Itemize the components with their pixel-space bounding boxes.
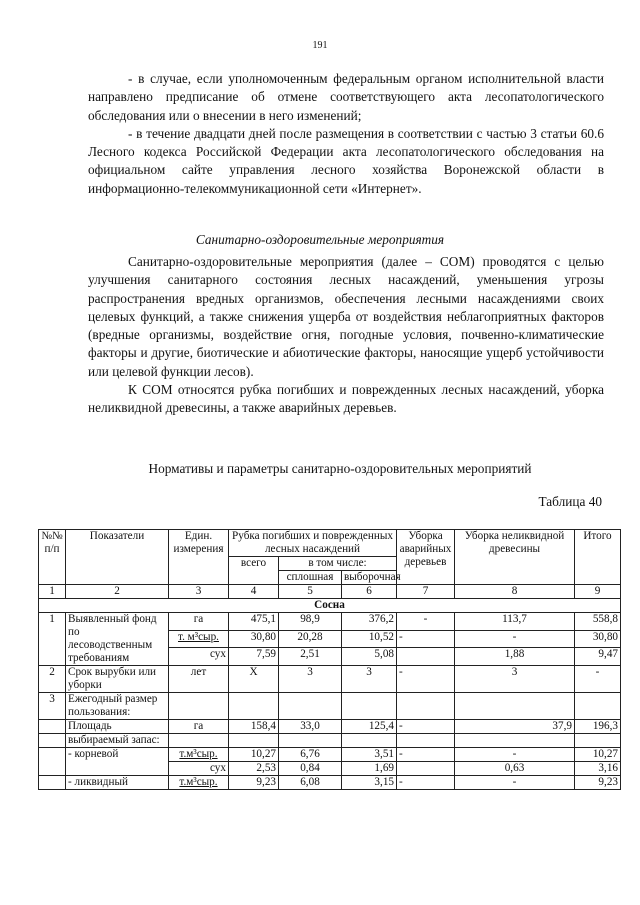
table-row [39, 666, 621, 693]
cell-value: 558,8 [575, 613, 621, 631]
row-indicator: выбираемый запас: [66, 734, 169, 748]
cell-value: - [455, 776, 575, 790]
cell-value: 3 [455, 666, 575, 693]
cell-value: 9,47 [575, 648, 621, 666]
cell-value: - [397, 720, 455, 734]
row-indicator: - ликвидный [66, 776, 169, 790]
cell-value: - [397, 748, 455, 762]
cell-value: 9,23 [575, 776, 621, 790]
row-number: 1 [39, 613, 66, 666]
cell-value: 10,27 [575, 748, 621, 762]
column-numbers-row [39, 585, 621, 599]
intro-paragraphs [88, 70, 604, 198]
cell-unit: сух [169, 648, 229, 666]
table-row [39, 720, 621, 734]
cell-value: 1,88 [455, 648, 575, 666]
cell-value: - [575, 666, 621, 693]
cell-value: 3 [342, 666, 397, 693]
col-num: 7 [397, 585, 455, 599]
cell-value: 20,28 [279, 630, 342, 648]
cell-unit: т.м³сыр. [169, 776, 229, 790]
section-heading: Санитарно-оздоровительные мероприятия [195, 232, 445, 247]
table-title: Нормативы и параметры санитарно-оздоровительных мероприятий [148, 461, 532, 476]
cell-unit: га [169, 613, 229, 631]
header-total: Итого [575, 530, 621, 585]
col-num: 9 [575, 585, 621, 599]
cell-unit: т.м³сыр. [169, 748, 229, 762]
cell-value: 7,59 [229, 648, 279, 666]
row-indicator: - корневой [66, 748, 169, 776]
col-num: 5 [279, 585, 342, 599]
col-num: 6 [342, 585, 397, 599]
cell-value: 10,27 [229, 748, 279, 762]
cell-value: 3,15 [342, 776, 397, 790]
paragraph: - в случае, если уполномоченным федеральным органом исполнительной власти направлено предписание об отмене соответствующего акта лесопатологического обследования или о внесении в него изменений; [88, 71, 604, 123]
cell-value: 113,7 [455, 613, 575, 631]
cell-value: 9,23 [229, 776, 279, 790]
cell-value: 6,08 [279, 776, 342, 790]
col-num: 8 [455, 585, 575, 599]
cell-value [397, 648, 455, 666]
table-row [39, 776, 621, 790]
col-num: 2 [66, 585, 169, 599]
som-paragraphs [88, 253, 604, 418]
header-illiquid: Уборка неликвидной древесины [455, 530, 575, 585]
cell-value: - [455, 630, 575, 648]
row-number: 3 [39, 693, 66, 720]
norms-table [38, 529, 621, 790]
header-unit: Един. измерения [169, 530, 229, 585]
col-num: 3 [169, 585, 229, 599]
header-indicator: Показатели [66, 530, 169, 585]
paragraph: - в течение двадцати дней после размещения в соответствии с частью 3 статьи 60.6 Лесного кодекса Российской Федерации акта лесопатологического обследования на официальном сайте управления лесного хозяйства Воронежской области в информационно-телекоммуникационной сети «Интернет». [88, 125, 604, 196]
header-emergency: Уборка аварийных деревьев [397, 530, 455, 585]
row-indicator: Площадь [66, 720, 169, 734]
paragraph: К СОМ относятся рубка погибших и поврежденных лесных насаждений, уборка неликвидной древесины, а также аварийных деревьев. [88, 382, 604, 416]
header-cut-total: всего [229, 557, 279, 585]
table-row [39, 734, 621, 748]
table-label: Таблица 40 [538, 494, 602, 509]
cell-unit: га [169, 720, 229, 734]
cell-value: 30,80 [575, 630, 621, 648]
cell-value: 3 [279, 666, 342, 693]
cell-value: 475,1 [229, 613, 279, 631]
row-indicator: Выявленный фонд по лесоводственным требованиям [66, 613, 169, 666]
table-row [39, 693, 621, 720]
cell-value: - [397, 666, 455, 693]
cell-unit: лет [169, 666, 229, 693]
cell-value: 125,4 [342, 720, 397, 734]
section-pine: Сосна [39, 599, 621, 613]
col-num: 4 [229, 585, 279, 599]
cell-value: - [397, 776, 455, 790]
cell-value: 2,53 [229, 762, 279, 776]
cell-value [397, 762, 455, 776]
header-selective: выборочная [342, 571, 397, 585]
paragraph: Санитарно-оздоровительные мероприятия (далее – СОМ) проводятся с целью улучшения санитарного состояния лесных насаждений, уменьшения угрозы распространения вредных организмов, обеспечения лесными насаждениями своих целевых функций, а также снижения ущерба от воздействия неблагоприятных факторов (вредные организмы, воздействие огня, погодные условия, почвенно-климатические факторы и другие, биотические и абиотические факторы, наносящие ущерб устойчивости или целевой функции лесов). [88, 254, 604, 379]
header-cutting: Рубка погибших и поврежденных лесных насаждений [229, 530, 397, 557]
cell-value: 5,08 [342, 648, 397, 666]
cell-value: 196,3 [575, 720, 621, 734]
cell-value: 10,52 [342, 630, 397, 648]
page-number: 191 [312, 40, 328, 51]
cell-value: 98,9 [279, 613, 342, 631]
row-number: 2 [39, 666, 66, 693]
cell-unit: т. м³сыр. [169, 630, 229, 648]
cell-value: 0,84 [279, 762, 342, 776]
cell-value: 30,80 [229, 630, 279, 648]
cell-value: - [397, 630, 455, 648]
cell-value: - [455, 748, 575, 762]
header-num: №№ п/п [39, 530, 66, 585]
table-row [39, 748, 621, 762]
cell-value: 1,69 [342, 762, 397, 776]
cell-value: 2,51 [279, 648, 342, 666]
row-indicator: Ежегодный размер пользования: [66, 693, 169, 720]
cell-value: 0,63 [455, 762, 575, 776]
cell-value: 158,4 [229, 720, 279, 734]
table-row [39, 613, 621, 631]
cell-value: 3,51 [342, 748, 397, 762]
cell-value: - [397, 613, 455, 631]
col-num: 1 [39, 585, 66, 599]
cell-value: 376,2 [342, 613, 397, 631]
cell-value: 33,0 [279, 720, 342, 734]
header-including: в том числе: [279, 557, 397, 571]
cell-unit: сух [169, 762, 229, 776]
cell-value: 6,76 [279, 748, 342, 762]
header-clear-cut: сплошная [279, 571, 342, 585]
cell-value: Х [229, 666, 279, 693]
cell-value: 3,16 [575, 762, 621, 776]
row-indicator: Срок вырубки или уборки [66, 666, 169, 693]
cell-value: 37,9 [455, 720, 575, 734]
